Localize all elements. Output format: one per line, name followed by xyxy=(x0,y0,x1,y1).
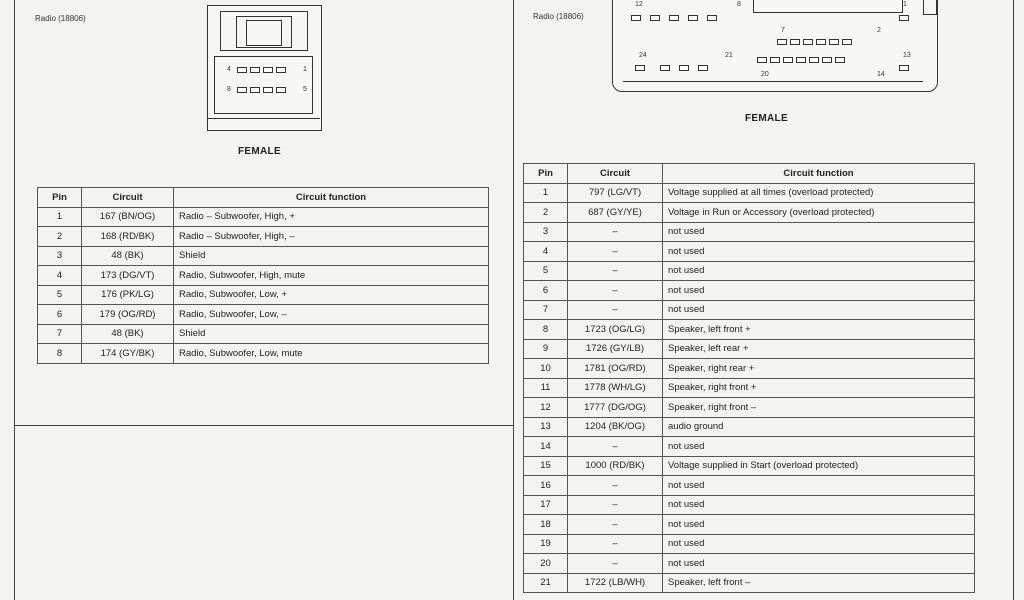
table-row xyxy=(38,207,489,227)
table-row xyxy=(38,227,489,247)
cell-pin: 5 xyxy=(38,285,82,305)
cell-circuit: 797 (LG/VT) xyxy=(568,183,663,203)
cell-function: Voltage supplied at all times (overload protected) xyxy=(663,183,975,203)
pin-cavity xyxy=(783,57,793,63)
table-row xyxy=(524,300,975,320)
table-row xyxy=(524,281,975,301)
table-header-row xyxy=(38,188,489,208)
cell-circuit: – xyxy=(568,261,663,281)
pin-label-1: 1 xyxy=(303,66,307,73)
cell-pin: 5 xyxy=(524,261,568,281)
cell-circuit: – xyxy=(568,242,663,262)
cell-function: not used xyxy=(663,261,975,281)
right-border xyxy=(1013,0,1014,600)
cell-pin: 20 xyxy=(524,554,568,574)
table-row xyxy=(524,534,975,554)
cell-function: Shield xyxy=(174,246,489,266)
table-row xyxy=(38,344,489,364)
table-row xyxy=(524,515,975,535)
connector-key xyxy=(246,20,282,46)
cell-pin: 7 xyxy=(524,300,568,320)
cell-pin: 18 xyxy=(524,515,568,535)
pin-number-7: 7 xyxy=(781,27,785,34)
table-row xyxy=(38,246,489,266)
cell-circuit: – xyxy=(568,495,663,515)
pin-cavity-block xyxy=(214,56,313,114)
cell-circuit: 1723 (OG/LG) xyxy=(568,320,663,340)
cell-circuit: – xyxy=(568,476,663,496)
pin-cavity xyxy=(822,57,832,63)
table-row xyxy=(524,203,975,223)
cell-circuit: 1781 (OG/RD) xyxy=(568,359,663,379)
col-header-circuit: Circuit xyxy=(82,188,174,208)
cell-pin: 2 xyxy=(524,203,568,223)
cell-pin: 4 xyxy=(38,266,82,286)
table-row xyxy=(524,437,975,457)
cell-circuit: 1726 (GY/LB) xyxy=(568,339,663,359)
cell-circuit: 1778 (WH/LG) xyxy=(568,378,663,398)
cell-pin: 11 xyxy=(524,378,568,398)
cell-function: Radio, Subwoofer, Low, – xyxy=(174,305,489,325)
cell-function: Speaker, left rear + xyxy=(663,339,975,359)
cell-function: Speaker, right front – xyxy=(663,398,975,418)
left-radio-label: Radio (18806) xyxy=(35,14,86,23)
right-connector-diagram xyxy=(612,0,938,92)
cell-pin: 8 xyxy=(38,344,82,364)
cell-function: Voltage in Run or Accessory (overload protected) xyxy=(663,203,975,223)
cell-pin: 10 xyxy=(524,359,568,379)
pin-label-4: 4 xyxy=(227,66,231,73)
right-pin-table xyxy=(523,163,975,593)
pin-cavity xyxy=(698,65,708,71)
cell-circuit: – xyxy=(568,554,663,574)
pin-cavity xyxy=(276,87,286,93)
table-row xyxy=(524,222,975,242)
cell-circuit: 168 (RD/BK) xyxy=(82,227,174,247)
left-connector-diagram xyxy=(207,5,322,131)
pin-cavity xyxy=(669,15,679,21)
table-row xyxy=(524,417,975,437)
col-header-circuit: Circuit xyxy=(568,164,663,184)
cell-pin: 13 xyxy=(524,417,568,437)
pin-cavity xyxy=(790,39,800,45)
pin-row-1 xyxy=(631,15,717,21)
cell-function: Radio – Subwoofer, High, + xyxy=(174,207,489,227)
pin-number-1: 1 xyxy=(903,1,907,8)
cell-function: not used xyxy=(663,534,975,554)
cell-circuit: 1000 (RD/BK) xyxy=(568,456,663,476)
cell-circuit: 174 (GY/BK) xyxy=(82,344,174,364)
col-header-function: Circuit function xyxy=(174,188,489,208)
pin-number-2: 2 xyxy=(877,27,881,34)
table-row xyxy=(524,359,975,379)
cell-function: not used xyxy=(663,554,975,574)
cell-circuit: – xyxy=(568,515,663,535)
left-panel-divider xyxy=(14,425,513,426)
pin-number-24: 24 xyxy=(639,52,647,59)
middle-divider xyxy=(513,0,514,600)
pin-cavity xyxy=(707,15,717,21)
cell-function: not used xyxy=(663,476,975,496)
pin-row-3 xyxy=(635,65,708,71)
cell-circuit: 167 (BN/OG) xyxy=(82,207,174,227)
cell-function: not used xyxy=(663,242,975,262)
cell-function: Speaker, left front + xyxy=(663,320,975,340)
cell-pin: 1 xyxy=(524,183,568,203)
pin-cavity xyxy=(650,15,660,21)
cell-pin: 9 xyxy=(524,339,568,359)
cell-pin: 6 xyxy=(524,281,568,301)
table-row xyxy=(524,183,975,203)
pin-number-14: 14 xyxy=(877,71,885,78)
cell-circuit: 48 (BK) xyxy=(82,246,174,266)
pin-cavity xyxy=(688,15,698,21)
cell-function: Speaker, right rear + xyxy=(663,359,975,379)
connector-side-tab xyxy=(923,0,937,15)
pin-cavity xyxy=(263,87,273,93)
cell-pin: 12 xyxy=(524,398,568,418)
cell-function: not used xyxy=(663,495,975,515)
pin-cavity xyxy=(250,87,260,93)
col-header-pin: Pin xyxy=(524,164,568,184)
table-row xyxy=(524,476,975,496)
cell-function: not used xyxy=(663,300,975,320)
pin-cavity xyxy=(842,39,852,45)
cell-function: Voltage supplied in Start (overload protected) xyxy=(663,456,975,476)
pin-number-8: 8 xyxy=(737,1,741,8)
cell-function: Shield xyxy=(174,324,489,344)
pin-cavity xyxy=(829,39,839,45)
col-header-pin: Pin xyxy=(38,188,82,208)
cell-circuit: 176 (PK/LG) xyxy=(82,285,174,305)
cell-pin: 16 xyxy=(524,476,568,496)
table-row xyxy=(524,378,975,398)
pin-cavity xyxy=(679,65,689,71)
cell-pin: 19 xyxy=(524,534,568,554)
table-row xyxy=(524,339,975,359)
pin-cavity xyxy=(263,67,273,73)
pin-cavity xyxy=(770,57,780,63)
table-row xyxy=(524,573,975,593)
cell-function: Radio, Subwoofer, Low, mute xyxy=(174,344,489,364)
cell-circuit: 1722 (LB/WH) xyxy=(568,573,663,593)
cell-pin: 21 xyxy=(524,573,568,593)
table-row xyxy=(524,320,975,340)
cell-circuit: 48 (BK) xyxy=(82,324,174,344)
pin-row-4 xyxy=(757,57,845,63)
pin-cavity xyxy=(237,67,247,73)
cell-pin: 17 xyxy=(524,495,568,515)
pin-label-8: 8 xyxy=(227,86,231,93)
table-row xyxy=(38,266,489,286)
pin-cavity xyxy=(809,57,819,63)
left-connector-caption: FEMALE xyxy=(238,146,281,157)
pin-cavity xyxy=(237,87,247,93)
cell-pin: 4 xyxy=(524,242,568,262)
pin-cavity xyxy=(803,39,813,45)
pin-cavity xyxy=(899,65,909,71)
table-row xyxy=(524,261,975,281)
cell-function: not used xyxy=(663,515,975,535)
pin-number-21: 21 xyxy=(725,52,733,59)
pin-cavity xyxy=(635,65,645,71)
cell-function: Radio – Subwoofer, High, – xyxy=(174,227,489,247)
connector-base-line xyxy=(623,81,923,82)
left-border xyxy=(14,0,15,600)
cell-function: audio ground xyxy=(663,417,975,437)
pin-number-12: 12 xyxy=(635,1,643,8)
col-header-function: Circuit function xyxy=(663,164,975,184)
cell-pin: 3 xyxy=(38,246,82,266)
right-connector-caption: FEMALE xyxy=(745,113,788,124)
cell-circuit: 173 (DG/VT) xyxy=(82,266,174,286)
table-row xyxy=(38,285,489,305)
cell-circuit: – xyxy=(568,437,663,457)
cell-circuit: – xyxy=(568,281,663,301)
table-row xyxy=(524,242,975,262)
cell-pin: 3 xyxy=(524,222,568,242)
cell-pin: 2 xyxy=(38,227,82,247)
table-row xyxy=(524,456,975,476)
pin-number-13: 13 xyxy=(903,52,911,59)
cell-function: Radio, Subwoofer, Low, + xyxy=(174,285,489,305)
pin-cavity xyxy=(250,67,260,73)
cell-pin: 1 xyxy=(38,207,82,227)
connector-latch xyxy=(753,0,903,13)
pin-cavity xyxy=(660,65,670,71)
pin-row-2 xyxy=(777,39,852,45)
right-radio-label: Radio (18806) xyxy=(533,12,584,21)
cell-circuit: 1204 (BK/OG) xyxy=(568,417,663,437)
pin-cavity xyxy=(777,39,787,45)
pin-cavity xyxy=(757,57,767,63)
cell-function: not used xyxy=(663,222,975,242)
pin-number-20: 20 xyxy=(761,71,769,78)
cell-function: Radio, Subwoofer, High, mute xyxy=(174,266,489,286)
cell-pin: 14 xyxy=(524,437,568,457)
table-row xyxy=(524,554,975,574)
cell-function: not used xyxy=(663,281,975,301)
pin-row-bottom xyxy=(237,87,286,93)
pin-cavity xyxy=(816,39,826,45)
cell-pin: 8 xyxy=(524,320,568,340)
cell-pin: 6 xyxy=(38,305,82,325)
table-row xyxy=(524,398,975,418)
cell-function: not used xyxy=(663,437,975,457)
cell-circuit: 1777 (DG/OG) xyxy=(568,398,663,418)
cell-circuit: – xyxy=(568,534,663,554)
pin-cavity xyxy=(899,15,909,21)
table-row xyxy=(524,495,975,515)
cell-circuit: – xyxy=(568,300,663,320)
pin-label-5: 5 xyxy=(303,86,307,93)
cell-circuit: 687 (GY/YE) xyxy=(568,203,663,223)
left-pin-table xyxy=(37,187,489,364)
table-row xyxy=(38,324,489,344)
cell-function: Speaker, left front – xyxy=(663,573,975,593)
connector-base-line xyxy=(208,118,320,119)
pin-cavity xyxy=(796,57,806,63)
pin-cavity xyxy=(276,67,286,73)
pin-row-top xyxy=(237,67,286,73)
cell-circuit: 179 (OG/RD) xyxy=(82,305,174,325)
pin-cavity xyxy=(631,15,641,21)
cell-function: Speaker, right front + xyxy=(663,378,975,398)
pin-cavity xyxy=(835,57,845,63)
table-row xyxy=(38,305,489,325)
cell-pin: 15 xyxy=(524,456,568,476)
cell-pin: 7 xyxy=(38,324,82,344)
cell-circuit: – xyxy=(568,222,663,242)
table-header-row xyxy=(524,164,975,184)
